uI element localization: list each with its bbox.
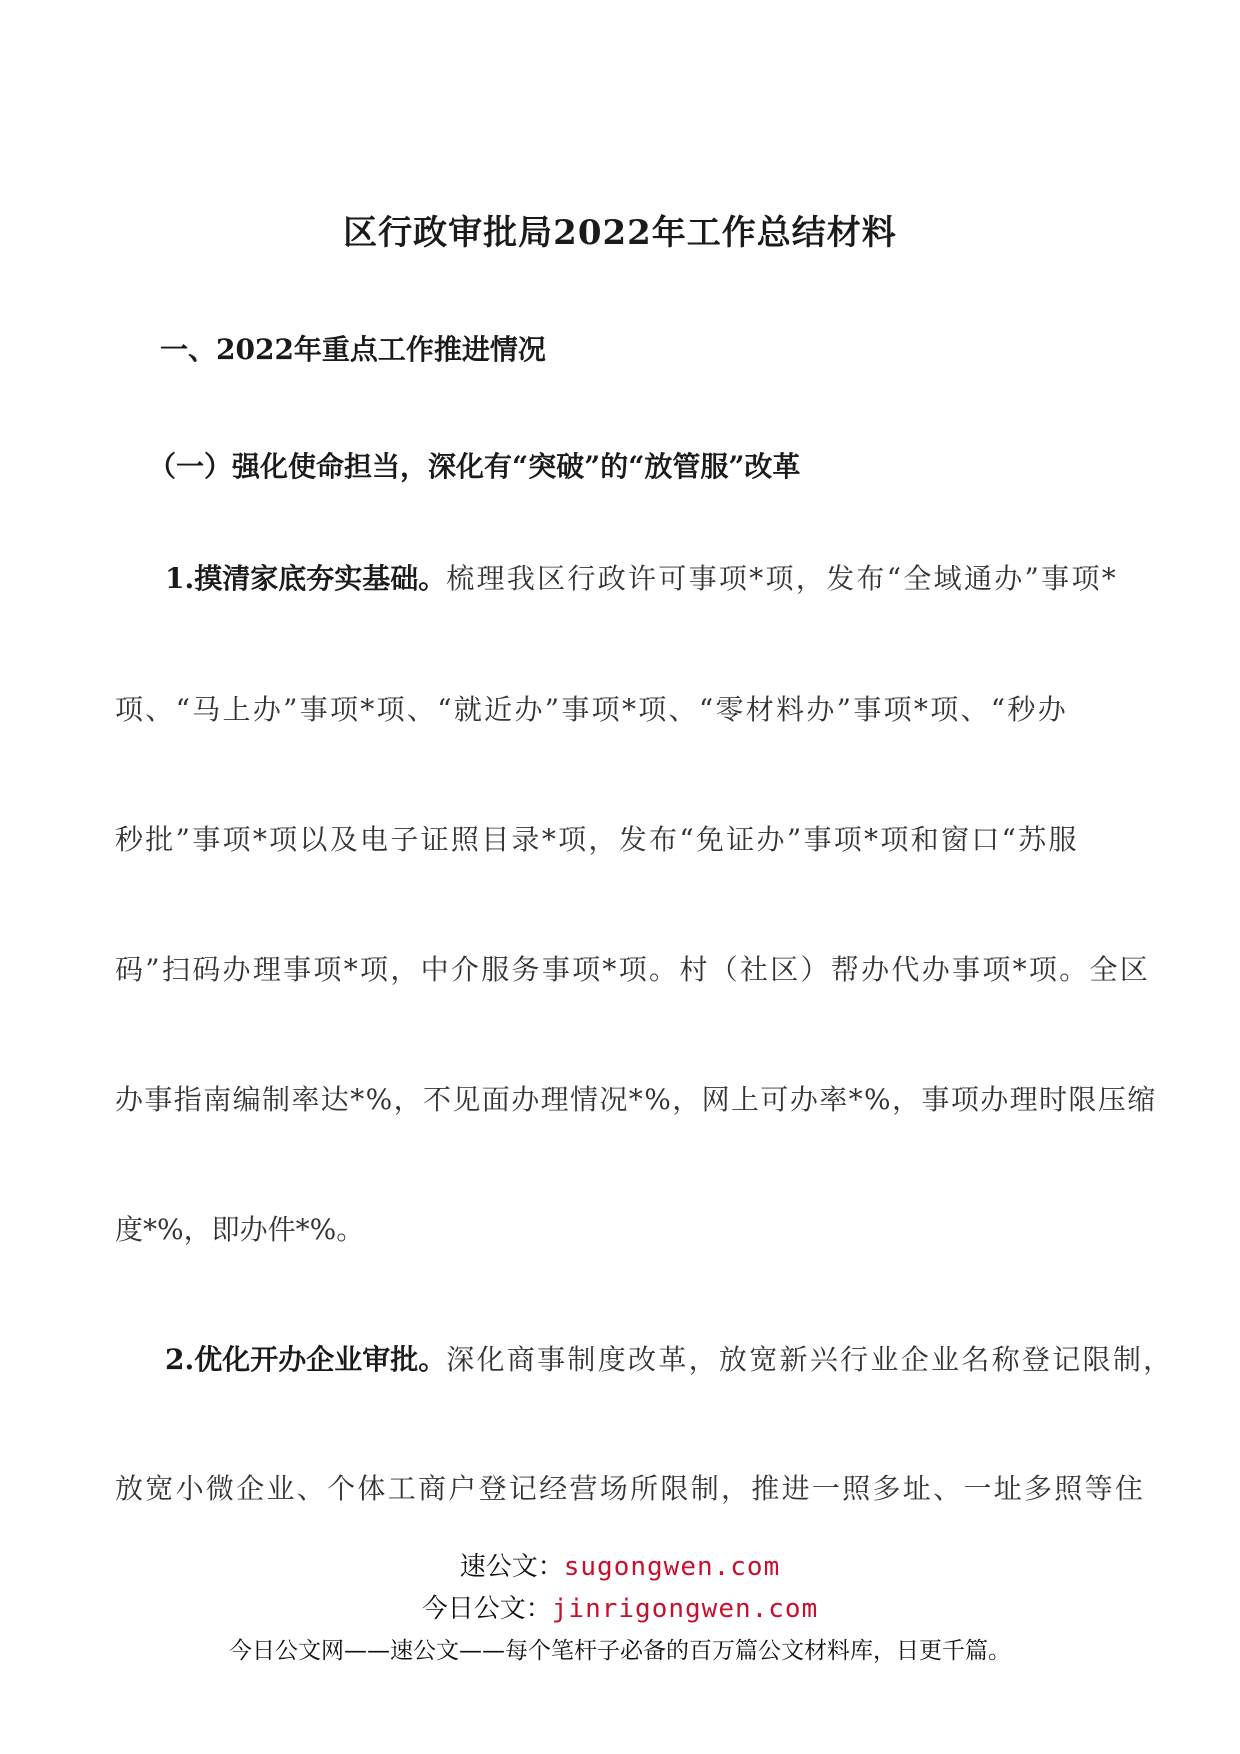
- paragraph-1-text: 梳理我区行政许可事项*项，发布“全域通办”事项*: [446, 562, 1119, 595]
- footer-label-2: 今日公文：: [421, 1594, 552, 1624]
- footer-sugongwen: [0, 1546, 1240, 1583]
- footer-label-1: 速公文：: [459, 1552, 564, 1582]
- jinrigongwen-link[interactable]: jinrigongwen.com: [551, 1594, 819, 1624]
- section-heading: 一、2022年重点工作推进情况: [160, 333, 546, 366]
- paragraph-1-line-3: 秒批”事项*项以及电子证照目录*项，发布“免证办”事项*项和窗口“苏服: [115, 823, 1079, 856]
- paragraph-1-line-6: 度*%，即办件*%。: [115, 1213, 365, 1246]
- paragraph-2-text: 深化商事制度改革，放宽新兴行业企业名称登记限制，: [446, 1343, 1174, 1376]
- paragraph-1-lead: 1.摸清家底夯实基础。: [165, 562, 447, 595]
- paragraph-2-lead: 2.优化开办企业审批。: [165, 1343, 447, 1376]
- paragraph-2-line-1: [165, 1338, 1174, 1378]
- sugongwen-link[interactable]: sugongwen.com: [563, 1552, 781, 1582]
- paragraph-1-line-5: 办事指南编制率达*%，不见面办理情况*%，网上可办率*%，事项办理时限压缩: [115, 1083, 1157, 1116]
- paragraph-1-line-1: [165, 557, 1125, 597]
- footer-slogan: 今日公文网——速公文——每个笔杆子必备的百万篇公文材料库，日更千篇。: [229, 1638, 1011, 1664]
- document-title: 区行政审批局2022年工作总结材料: [343, 213, 897, 253]
- paragraph-1-line-2: 项、“马上办”事项*项、“就近办”事项*项、“零材料办”事项*项、“秒办: [115, 693, 1069, 726]
- paragraph-2-line-2: 放宽小微企业、个体工商户登记经营场所限制，推进一照多址、一址多照等住: [115, 1472, 1146, 1505]
- sub-heading: （一）强化使命担当，深化有“突破”的“放管服”改革: [148, 450, 801, 483]
- footer-jinrigongwen: [0, 1588, 1240, 1625]
- paragraph-1-line-4: 码”扫码办理事项*项，中介服务事项*项。村（社区）帮办代办事项*项。全区: [115, 953, 1151, 986]
